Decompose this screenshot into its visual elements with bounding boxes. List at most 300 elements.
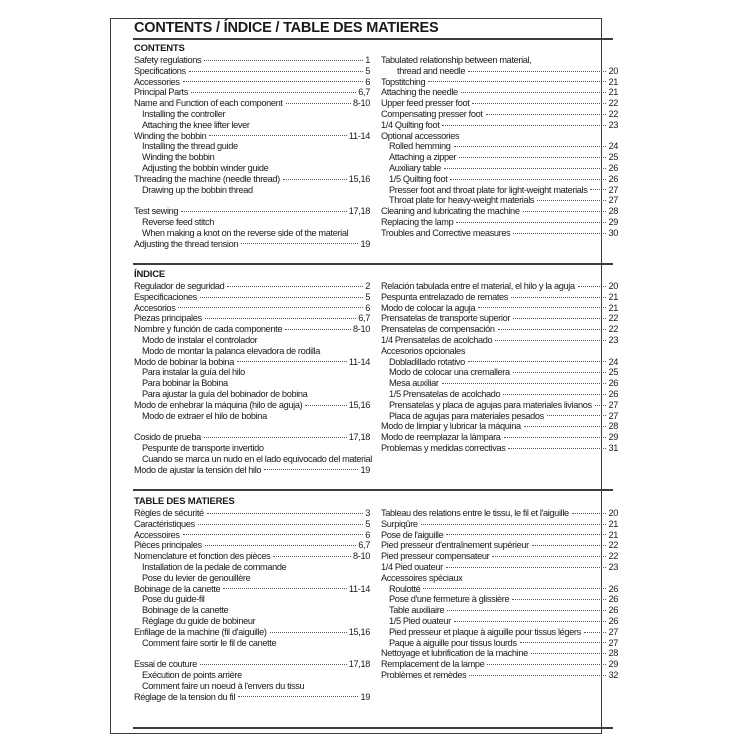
- toc-entry-label: Comment faire un noeud à l'envers du tissu: [142, 680, 305, 691]
- toc-entry: [381, 174, 618, 185]
- toc-entry-label: Modo de reemplazar la lámpara: [381, 432, 501, 443]
- toc-entry-label: Nomenclature et fonction des pièces: [134, 551, 271, 562]
- toc-entry-page: 3: [365, 508, 370, 518]
- dot-leader: [227, 286, 363, 287]
- toc-entry-page: 27: [608, 410, 618, 421]
- toc-entry-label: Upper feed presser foot: [381, 98, 470, 109]
- toc-entry: [134, 303, 370, 314]
- section-heading: ÍNDICE: [134, 269, 165, 280]
- toc-entry: [134, 313, 370, 324]
- toc-entry: [134, 206, 370, 217]
- toc-entry-page: 25: [608, 367, 618, 378]
- toc-entry-label: Pied presseur compensateur: [381, 551, 490, 562]
- toc-entry-page: 15,16: [348, 626, 370, 637]
- dot-leader: [513, 372, 607, 373]
- toc-entry-page: 5: [365, 65, 370, 76]
- toc-entry-page: 21: [608, 76, 618, 87]
- toc-entry-page: 30: [608, 227, 618, 238]
- toc-entry-label: Cuando se marca un nudo en el lado equivocado del material: [142, 453, 372, 464]
- toc-entry-label: Winding the bobbin: [142, 152, 215, 163]
- toc-entry: [381, 120, 618, 131]
- toc-entry-label: 1/4 Pied ouateur: [381, 561, 443, 572]
- toc-entry: [381, 357, 618, 368]
- toc-entry: [134, 87, 370, 98]
- dot-leader: [264, 469, 358, 470]
- toc-entry-page: 27: [608, 637, 618, 648]
- dot-leader: [584, 632, 607, 633]
- toc-entry: [134, 217, 370, 228]
- toc-entry: [381, 400, 618, 411]
- dot-leader: [578, 286, 607, 287]
- toc-entry-label: Replacing the lamp: [381, 216, 454, 227]
- toc-column-left: [134, 55, 370, 249]
- page-title: CONTENTS / ÍNDICE / TABLE DES MATIERES: [134, 20, 439, 36]
- toc-entry: [381, 648, 618, 659]
- toc-entry-label: Prensatelas de transporte superior: [381, 313, 511, 324]
- dot-leader: [469, 675, 606, 676]
- toc-entry-page: 21: [608, 529, 618, 540]
- dot-leader: [205, 545, 357, 546]
- toc-entry-label: Modo de extraer el hilo de bobina: [142, 410, 267, 421]
- toc-entry-label: 1/5 Quilting foot: [389, 173, 448, 184]
- toc-entry-label: Prensatelas de compensación: [381, 324, 495, 335]
- dot-leader: [273, 556, 351, 557]
- dot-leader: [504, 437, 607, 438]
- toc-entry: [381, 443, 618, 454]
- toc-entry-label: 1/5 Pied ouateur: [389, 615, 451, 626]
- toc-entry: [381, 66, 618, 77]
- dot-leader: [590, 189, 606, 190]
- toc-entry-label: Drawing up the bobbin thread: [142, 184, 253, 195]
- toc-entry-page: 8-10: [353, 551, 370, 562]
- toc-entry-label: 1/5 Prensatelas de acolchado: [389, 388, 501, 399]
- toc-entry: [134, 594, 370, 605]
- dot-leader: [508, 448, 606, 449]
- toc-entry-page: 11-14: [348, 356, 370, 367]
- toc-entry-label: Throat plate for heavy-weight materials: [389, 195, 535, 206]
- toc-entry-page: 27: [608, 195, 618, 206]
- toc-entry: [381, 206, 618, 217]
- toc-entry: [381, 292, 618, 303]
- dot-leader: [205, 318, 357, 319]
- toc-entry-page: 28: [608, 206, 618, 217]
- dot-leader: [200, 297, 363, 298]
- toc-entry-label: Installation de la pedale de commande: [142, 561, 287, 572]
- toc-column-right: [381, 281, 618, 454]
- toc-entry: [381, 670, 618, 681]
- toc-entry-page: 26: [608, 388, 618, 399]
- dot-leader: [189, 71, 363, 72]
- toc-entry-label: Winding the bobbin: [134, 130, 207, 141]
- toc-entry: [381, 367, 618, 378]
- toc-entry-page: 32: [608, 669, 618, 680]
- toc-entry: [381, 551, 618, 562]
- dot-leader: [595, 405, 607, 406]
- dot-leader: [513, 318, 606, 319]
- dot-leader: [459, 157, 606, 158]
- toc-entry-label: Threading the machine (needle thread): [134, 173, 280, 184]
- dot-leader: [513, 233, 606, 234]
- toc-entry: [134, 185, 370, 196]
- toc-entry-label: Exécution de points arrière: [142, 669, 242, 680]
- toc-entry: [381, 313, 618, 324]
- dot-leader: [446, 567, 607, 568]
- toc-entry-label: Topstitching: [381, 76, 426, 87]
- toc-entry: [381, 346, 618, 357]
- toc-entry: [381, 163, 618, 174]
- toc-entry: [134, 530, 370, 541]
- toc-entry-label: Modo de enhebrar la máquina (hilo de aguja): [134, 399, 303, 410]
- toc-entry-page: 21: [608, 302, 618, 313]
- toc-entry-label: Problèmes et remèdes: [381, 669, 467, 680]
- dot-leader: [487, 664, 606, 665]
- toc-entry: [134, 55, 370, 66]
- dot-leader: [523, 211, 607, 212]
- dot-leader: [537, 200, 606, 201]
- dot-leader: [503, 394, 606, 395]
- toc-entry: [381, 605, 618, 616]
- toc-entry: [134, 66, 370, 77]
- dot-leader: [241, 243, 358, 244]
- dot-leader: [572, 513, 607, 514]
- dot-leader: [286, 103, 351, 104]
- toc-entry-page: 31: [608, 442, 618, 453]
- toc-column-right: [381, 508, 618, 681]
- toc-entry-label: Troubles and Corrective measures: [381, 227, 511, 238]
- dot-leader: [209, 135, 347, 136]
- toc-entry-label: Mesa auxiliar: [389, 378, 439, 389]
- toc-entry: [134, 659, 370, 670]
- toc-entry-page: 28: [608, 421, 618, 432]
- toc-entry: [134, 109, 370, 120]
- toc-entry-page: 6,7: [358, 313, 370, 324]
- toc-entry: [381, 141, 618, 152]
- toc-column-right: [381, 55, 618, 239]
- toc-entry: [381, 131, 618, 142]
- toc-entry-label: Adjusting the bobbin winder guide: [142, 162, 269, 173]
- toc-column-left: [134, 508, 370, 702]
- toc-entry: [381, 98, 618, 109]
- toc-entry: [381, 87, 618, 98]
- toc-entry-label: Cosido de prueba: [134, 432, 201, 443]
- toc-entry-label: Essai de couture: [134, 659, 197, 670]
- toc-entry-label: Tabulated relationship between material,: [381, 55, 532, 65]
- dot-leader: [283, 179, 347, 180]
- toc-entry: [134, 443, 370, 454]
- toc-entry-label: Attaching the knee lifter lever: [142, 119, 250, 130]
- toc-entry-label: Prensatelas y placa de agujas para materiales livianos: [389, 399, 592, 410]
- toc-entry-page: 6: [365, 302, 370, 313]
- section-divider: [133, 489, 613, 491]
- dot-leader: [520, 642, 607, 643]
- toc-entry-label: Test sewing: [134, 206, 179, 217]
- dot-leader: [461, 92, 607, 93]
- toc-entry-page: 26: [608, 594, 618, 605]
- toc-entry-label: Remplacement de la lampe: [381, 659, 485, 670]
- toc-entry-page: 11-14: [348, 130, 370, 141]
- toc-entry-label: Accessoires: [134, 529, 180, 540]
- toc-entry-label: Surpiqûre: [381, 518, 418, 529]
- dot-leader: [183, 81, 364, 82]
- toc-entry-page: 8-10: [353, 324, 370, 335]
- toc-entry: [134, 228, 370, 239]
- toc-entry-label: Placa de agujas para materiales pesados: [389, 410, 544, 421]
- toc-entry: [381, 195, 618, 206]
- toc-entry-label: Presser foot and throat plate for light-weight materials: [389, 184, 588, 195]
- toc-entry: [381, 616, 618, 627]
- toc-entry-label: Para ajustar la guía del bobinador de bobina: [142, 388, 308, 399]
- dot-leader: [456, 222, 606, 223]
- toc-entry: [134, 627, 370, 638]
- toc-entry-page: 29: [608, 216, 618, 227]
- toc-entry-label: Adjusting the thread tension: [134, 238, 239, 249]
- toc-entry: [134, 432, 370, 443]
- toc-entry: [381, 432, 618, 443]
- toc-entry-page: 17,18: [348, 206, 370, 217]
- dot-leader: [547, 415, 607, 416]
- toc-entry: [134, 519, 370, 530]
- toc-entry-label: Attaching the needle: [381, 87, 458, 98]
- toc-entry: [134, 638, 370, 649]
- toc-entry-page: 26: [608, 583, 618, 594]
- dot-leader: [478, 307, 606, 308]
- toc-entry-label: Pose du levier de genouillère: [142, 572, 251, 583]
- toc-entry: [381, 659, 618, 670]
- toc-entry-label: Auxiliary table: [389, 162, 441, 173]
- toc-entry-label: Enfilage de la machine (fil d'aiguille): [134, 626, 267, 637]
- toc-entry-page: 5: [365, 291, 370, 302]
- toc-entry: [134, 324, 370, 335]
- toc-entry-label: Modo de limpiar y lubricar la máquina: [381, 421, 521, 432]
- toc-entry: [381, 55, 618, 66]
- toc-entry: [134, 98, 370, 109]
- toc-entry: [381, 281, 618, 292]
- toc-entry-page: 27: [608, 626, 618, 637]
- toc-entry-page: 26: [608, 615, 618, 626]
- section-heading: TABLE DES MATIERES: [134, 496, 235, 507]
- toc-entry-page: 8-10: [353, 98, 370, 109]
- toc-entry-label: Nettoyage et lubrification de la machine: [381, 648, 528, 659]
- toc-entry: [381, 627, 618, 638]
- toc-entry-label: Dobladillado rotativo: [389, 356, 465, 367]
- toc-entry: [381, 411, 618, 422]
- dot-leader: [305, 405, 346, 406]
- toc-entry-label: Modo de ajustar la tensión del hilo: [134, 464, 262, 475]
- toc-entry-page: 17,18: [348, 432, 370, 443]
- dot-leader: [207, 513, 363, 514]
- toc-entry: [134, 378, 370, 389]
- toc-entry: [381, 540, 618, 551]
- toc-entry: [134, 163, 370, 174]
- dot-leader: [183, 534, 364, 535]
- toc-entry: [381, 530, 618, 541]
- toc-entry-page: 29: [608, 432, 618, 443]
- toc-entry: [134, 573, 370, 584]
- toc-entry: [381, 508, 618, 519]
- toc-entry-page: 26: [608, 605, 618, 616]
- toc-entry: [134, 562, 370, 573]
- toc-entry: [134, 605, 370, 616]
- toc-entry-page: 20: [608, 65, 618, 76]
- toc-entry-label: Pespunte de transporte invertido: [142, 442, 264, 453]
- toc-entry: [381, 335, 618, 346]
- toc-entry-label: Paque à aiguille pour tissus lourds: [389, 637, 517, 648]
- toc-entry-page: 19: [360, 464, 370, 475]
- dot-leader: [285, 329, 351, 330]
- toc-entry-label: Attaching a zipper: [389, 152, 457, 163]
- toc-entry: [134, 670, 370, 681]
- dot-leader: [495, 340, 606, 341]
- toc-entry: [134, 584, 370, 595]
- toc-entry: [134, 152, 370, 163]
- toc-entry-page: 24: [608, 356, 618, 367]
- toc-entry-label: When making a knot on the reverse side of the material: [142, 227, 349, 238]
- toc-entry: [134, 346, 370, 357]
- toc-entry-page: 29: [608, 659, 618, 670]
- toc-entry: [134, 616, 370, 627]
- toc-entry-label: Specifications: [134, 65, 186, 76]
- toc-entry-page: 25: [608, 152, 618, 163]
- toc-entry: [381, 217, 618, 228]
- dot-leader: [204, 60, 363, 61]
- toc-entry: [381, 228, 618, 239]
- dot-leader: [198, 524, 363, 525]
- toc-entry: [134, 465, 370, 476]
- toc-entry-label: Pose de l'aiguille: [381, 529, 444, 540]
- toc-entry: [134, 120, 370, 131]
- toc-entry: [381, 638, 618, 649]
- toc-entry-page: 22: [608, 324, 618, 335]
- toc-entry-label: Bobinage de la canette: [134, 583, 221, 594]
- toc-entry-label: Roulotté: [389, 583, 421, 594]
- toc-entry-page: 2: [365, 281, 370, 291]
- toc-entry-page: 22: [608, 540, 618, 551]
- toc-entry-page: 27: [608, 399, 618, 410]
- dot-leader: [442, 125, 606, 126]
- dot-leader: [204, 437, 347, 438]
- dot-leader: [191, 92, 356, 93]
- toc-entry-page: 6: [365, 529, 370, 540]
- toc-entry: [134, 681, 370, 692]
- toc-entry: [134, 692, 370, 703]
- toc-entry: [381, 562, 618, 573]
- section-heading: CONTENTS: [134, 43, 185, 54]
- dot-leader: [450, 179, 606, 180]
- toc-entry-label: Compensating presser foot: [381, 108, 483, 119]
- dot-leader: [512, 599, 606, 600]
- dot-leader: [421, 524, 607, 525]
- toc-entry-page: 20: [608, 508, 618, 518]
- toc-entry: [134, 454, 370, 465]
- toc-entry: [381, 594, 618, 605]
- dot-leader: [468, 361, 607, 362]
- bottom-rule: [133, 727, 613, 729]
- toc-entry-page: 22: [608, 98, 618, 109]
- toc-entry: [134, 551, 370, 562]
- toc-entry: [381, 519, 618, 530]
- toc-entry: [134, 141, 370, 152]
- toc-entry-page: 21: [608, 87, 618, 98]
- toc-entry-label: Règles de sécurité: [134, 508, 204, 518]
- dot-leader: [492, 556, 606, 557]
- toc-entry-label: Pièces principales: [134, 540, 202, 551]
- toc-entry-label: 1/4 Quilting foot: [381, 119, 440, 130]
- toc-entry-label: Pespunta entrelazado de remates: [381, 291, 509, 302]
- toc-entry-label: Installing the thread guide: [142, 141, 238, 152]
- toc-entry-page: 23: [608, 561, 618, 572]
- dot-leader: [447, 610, 606, 611]
- toc-entry-label: Problemas y medidas correctivas: [381, 442, 506, 453]
- dot-leader: [532, 545, 607, 546]
- toc-entry-label: Relación tabulada entre el material, el hilo y la aguja: [381, 281, 575, 291]
- dot-leader: [468, 71, 606, 72]
- toc-entry-label: Rolled hemming: [389, 141, 451, 152]
- toc-entry-page: 17,18: [348, 659, 370, 670]
- dot-leader: [486, 114, 607, 115]
- dot-leader: [423, 588, 606, 589]
- toc-entry: [134, 174, 370, 185]
- toc-entry-page: 21: [608, 518, 618, 529]
- dot-leader: [237, 361, 347, 362]
- dot-leader: [511, 297, 606, 298]
- toc-entry: [381, 324, 618, 335]
- toc-entry-label: Safety regulations: [134, 55, 202, 65]
- toc-entry-label: thread and needle: [397, 65, 466, 76]
- toc-entry-page: 6: [365, 76, 370, 87]
- toc-entry-label: Modo de montar la palanca elevadora de rodilla: [142, 345, 320, 356]
- toc-entry-page: 26: [608, 378, 618, 389]
- toc-entry-label: Réglage du guide de bobineur: [142, 615, 256, 626]
- toc-entry: [134, 77, 370, 88]
- dot-leader: [444, 168, 607, 169]
- toc-entry-label: Installing the controller: [142, 108, 226, 119]
- dot-leader: [472, 103, 606, 104]
- toc-entry-label: Name and Function of each component: [134, 98, 283, 109]
- toc-entry: [134, 411, 370, 422]
- toc-entry-label: Bobinage de la canette: [142, 605, 229, 616]
- toc-entry: [134, 540, 370, 551]
- toc-entry-page: 23: [608, 334, 618, 345]
- dot-leader: [454, 146, 607, 147]
- dot-leader: [442, 383, 607, 384]
- toc-entry-page: 21: [608, 291, 618, 302]
- toc-entry-page: 15,16: [348, 173, 370, 184]
- toc-entry-label: Para instalar la guía del hilo: [142, 367, 245, 378]
- section-divider: [133, 263, 613, 265]
- toc-entry-page: 19: [360, 238, 370, 249]
- toc-entry-label: Modo de colocar la aguja: [381, 302, 476, 313]
- toc-entry-page: 19: [360, 691, 370, 702]
- toc-entry: [381, 152, 618, 163]
- toc-entry: [134, 239, 370, 250]
- toc-entry-label: Modo de bobinar la bobina: [134, 356, 235, 367]
- toc-entry: [381, 303, 618, 314]
- toc-entry: [134, 389, 370, 400]
- dot-leader: [181, 211, 347, 212]
- toc-column-left: [134, 281, 370, 475]
- toc-entry-label: Pose d'une fermeture à glissière: [389, 594, 510, 605]
- toc-entry: [134, 292, 370, 303]
- dot-leader: [428, 81, 606, 82]
- toc-entry-label: Accesorios: [134, 302, 176, 313]
- toc-entry-page: 22: [608, 551, 618, 562]
- toc-entry-page: 1: [365, 55, 370, 65]
- toc-entry-page: 6,7: [358, 87, 370, 98]
- dot-leader: [531, 653, 607, 654]
- toc-entry: [381, 421, 618, 432]
- dot-leader: [200, 664, 347, 665]
- toc-entry-label: Réglage de la tension du fil: [134, 691, 236, 702]
